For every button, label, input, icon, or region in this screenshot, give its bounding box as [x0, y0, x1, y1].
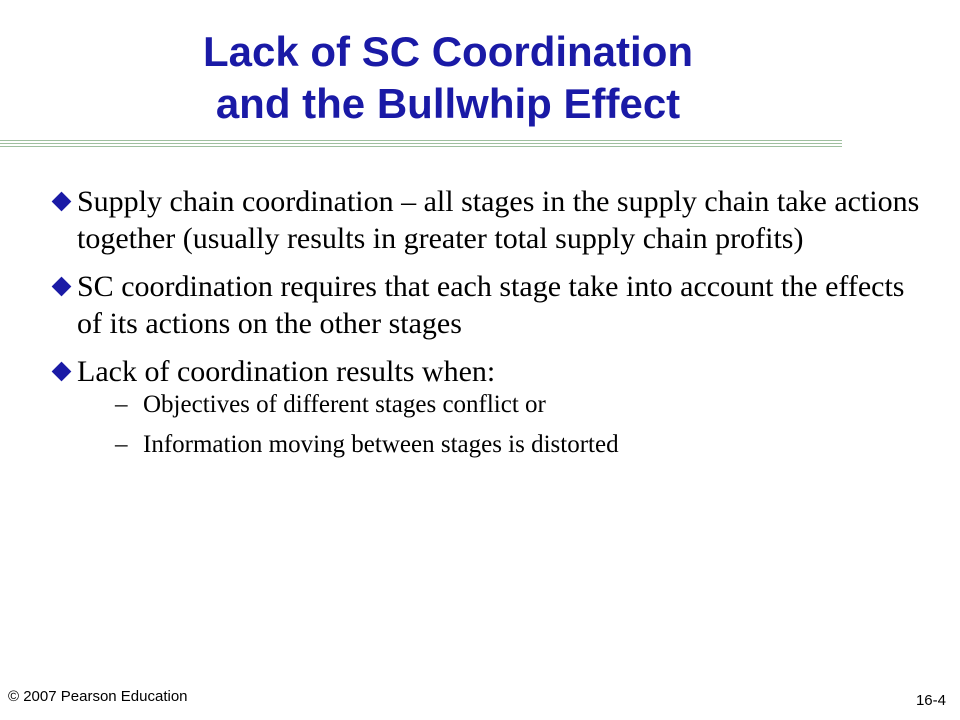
diamond-bullet-icon [52, 362, 72, 382]
slide-title [0, 26, 896, 130]
diamond-bullet-icon [52, 277, 72, 297]
sub-bullet-item [77, 427, 932, 462]
bullet-text: Lack of coordination results when: [77, 355, 496, 388]
sub-bullet-text: Information moving between stages is distorted [143, 431, 619, 458]
title-underline-rule [0, 140, 842, 149]
bullet-item [52, 268, 932, 342]
bullet-item [52, 353, 932, 462]
diamond-bullet-icon [52, 192, 72, 212]
bullet-item [52, 183, 932, 257]
sub-bullet-list [77, 387, 932, 462]
bullet-text: Supply chain coordination – all stages in the supply chain take actions together (usually results in greater total supply chain profits) [77, 185, 920, 255]
sub-bullet-text: Objectives of different stages conflict or [143, 391, 546, 418]
bullet-text: SC coordination requires that each stage take into account the effects of its actions on the other stages [77, 270, 905, 340]
slide-number: 16-4 [915, 692, 946, 709]
slide-title-line-2: and the Bullwhip Effect [215, 80, 681, 127]
slide-title-line-1: Lack of SC Coordination [202, 28, 693, 75]
sub-bullet-item [77, 387, 932, 422]
bullet-list [52, 183, 932, 473]
dash-marker: – [115, 391, 128, 418]
footer-copyright: © 2007 Pearson Education [8, 688, 188, 705]
dash-marker: – [115, 431, 128, 458]
